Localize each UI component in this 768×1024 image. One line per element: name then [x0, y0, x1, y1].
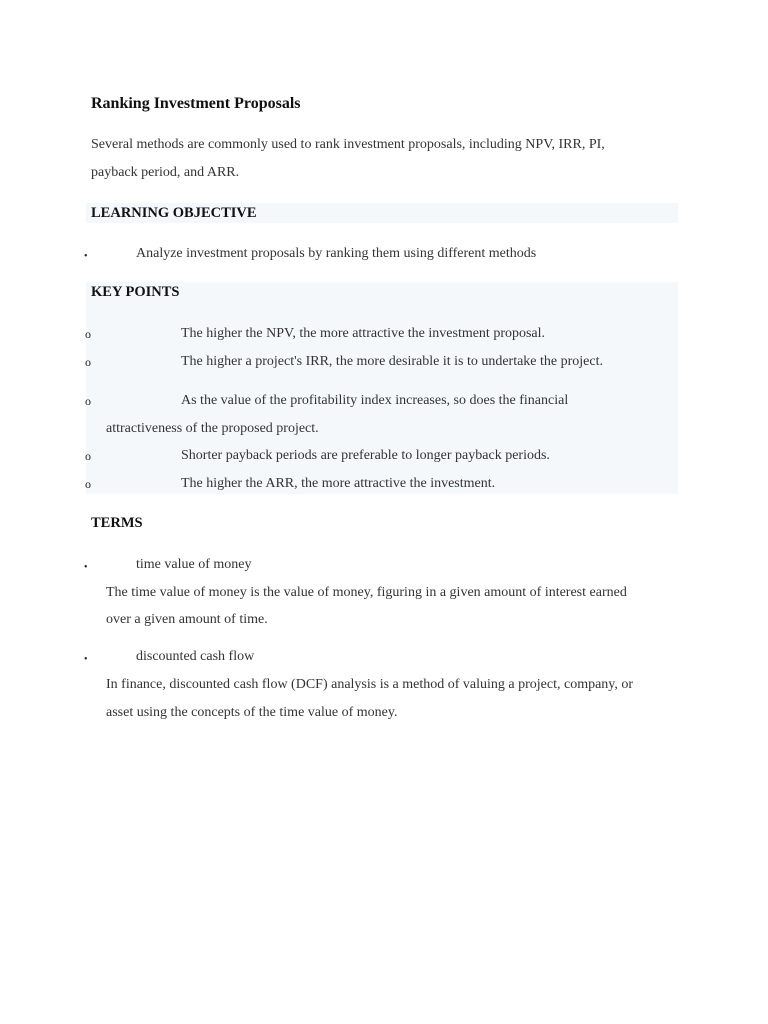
key-point-item-continuation: attractiveness of the proposed project. — [106, 421, 319, 436]
intro-line-1: Several methods are commonly used to rank investment proposals, including NPV, IRR, PI, — [91, 137, 605, 152]
learning-objective-heading: LEARNING OBJECTIVE — [91, 205, 257, 221]
term-definition-line-1: In finance, discounted cash flow (DCF) analysis is a method of valuing a project, company, or — [106, 677, 634, 692]
terms-heading: TERMS — [91, 515, 143, 531]
key-point-item: The higher a project's IRR, the more desirable it is to undertake the project. — [181, 354, 603, 369]
circle-bullet-icon: o — [85, 477, 91, 491]
key-points-heading: KEY POINTS — [91, 284, 180, 300]
circle-bullet-icon: o — [85, 449, 91, 463]
key-point-item: The higher the ARR, the more attractive the investment. — [181, 476, 496, 491]
circle-bullet-icon: o — [85, 394, 91, 408]
key-point-item: As the value of the profitability index increases, so does the financial — [181, 393, 569, 408]
term-name: time value of money — [136, 557, 252, 572]
learning-objective-item: Analyze investment proposals by ranking them using different methods — [136, 246, 537, 261]
term-definition-line-2: over a given amount of time. — [106, 612, 268, 627]
page-title: Ranking Investment Proposals — [91, 95, 301, 112]
bullet-icon: • — [84, 251, 88, 262]
term-definition-line-1: The time value of money is the value of money, figuring in a given amount of interest earned — [106, 585, 627, 600]
key-point-item: Shorter payback periods are preferable to longer payback periods. — [181, 448, 550, 463]
key-point-item: The higher the NPV, the more attractive the investment proposal. — [181, 326, 546, 341]
bullet-icon: • — [84, 654, 88, 665]
term-definition-line-2: asset using the concepts of the time value of money. — [106, 705, 398, 720]
circle-bullet-icon: o — [85, 327, 91, 341]
intro-line-2: payback period, and ARR. — [91, 165, 240, 180]
circle-bullet-icon: o — [85, 355, 91, 369]
bullet-icon: • — [84, 562, 88, 573]
term-name: discounted cash flow — [136, 649, 255, 664]
